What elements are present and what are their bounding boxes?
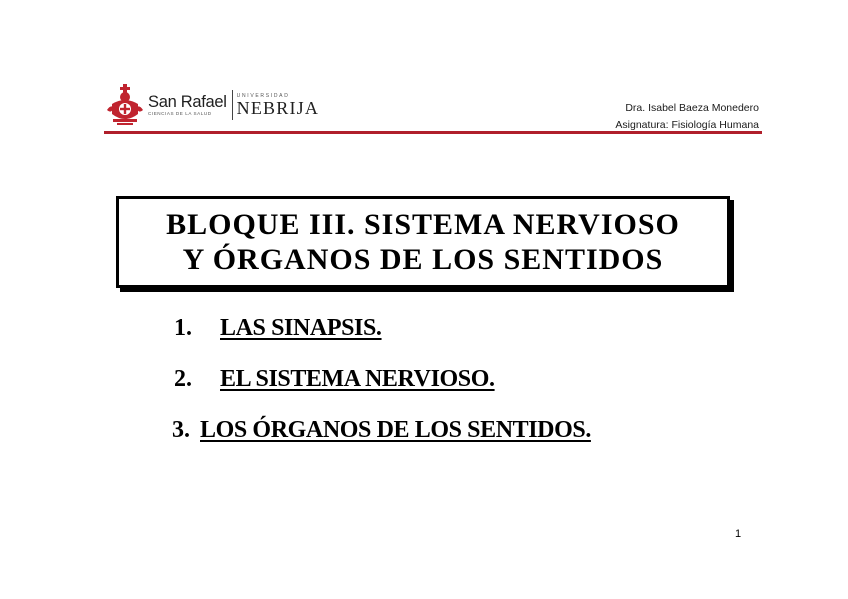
author-name: Dra. Isabel Baeza Monedero: [625, 102, 759, 114]
nebrija-name: NEBRIJA: [236, 97, 320, 118]
university-logo: [105, 84, 319, 126]
header-info: [615, 100, 759, 134]
nebrija-wordmark: [237, 93, 319, 118]
subject-name: Asignatura: Fisiología Humana: [615, 119, 759, 131]
toc-item-label[interactable]: EL SISTEMA NERVIOSO.: [220, 366, 495, 392]
toc-item[interactable]: [174, 314, 382, 342]
toc-item-number: 3.: [172, 417, 190, 443]
title-box: [116, 196, 730, 288]
cross-seal-icon: [105, 84, 145, 126]
san-rafael-wordmark: [148, 93, 227, 117]
nebrija-subtitle: UNIVERSIDAD: [236, 92, 290, 99]
page-number: 1: [735, 528, 742, 540]
toc-item-number: 2.: [174, 366, 192, 392]
toc-item-number: 1.: [174, 315, 192, 341]
logo-divider: [232, 90, 233, 120]
toc-item-label[interactable]: LOS ÓRGANOS DE LOS SENTIDOS.: [200, 417, 591, 443]
header-divider: [104, 131, 762, 134]
san-rafael-name: San Rafael: [148, 93, 227, 111]
toc-item-label[interactable]: LAS SINAPSIS.: [220, 315, 382, 341]
toc-item[interactable]: [172, 416, 591, 444]
title-line-2: Y ÓRGANOS DE LOS SENTIDOS: [182, 243, 664, 276]
toc-item[interactable]: [174, 365, 495, 393]
title-line-1: BLOQUE III. SISTEMA NERVIOSO: [166, 208, 680, 241]
san-rafael-subtitle: CIENCIAS DE LA SALUD: [148, 111, 212, 116]
